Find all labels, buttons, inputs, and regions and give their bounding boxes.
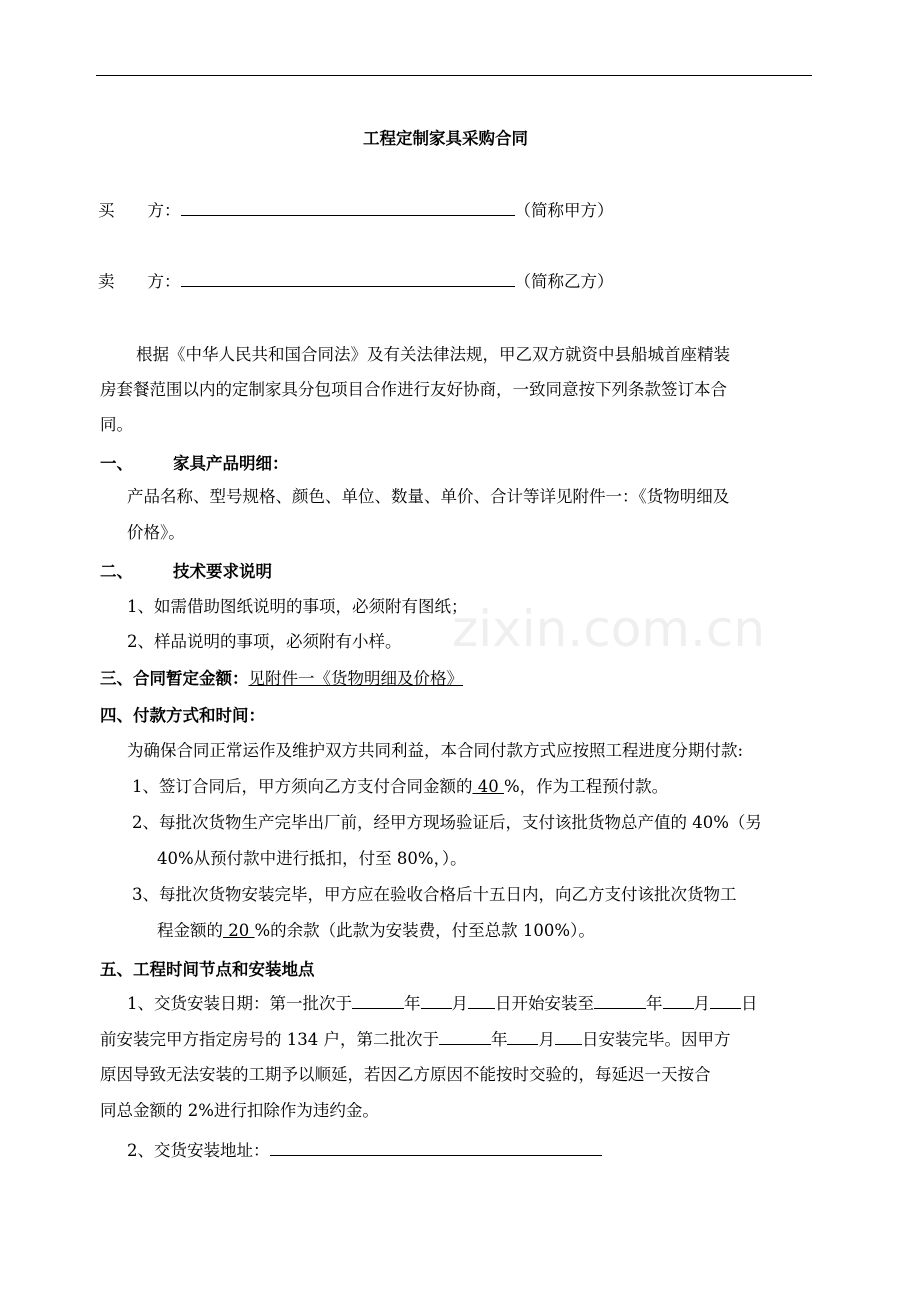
start-install-label: 日开始安装至 [495, 994, 594, 1013]
year-label: 年 [404, 994, 421, 1013]
buyer-line [98, 199, 614, 222]
batch1-start-month-field[interactable] [421, 992, 452, 1009]
batch1-start-day-field[interactable] [468, 992, 495, 1009]
section-4-item-1 [132, 776, 668, 798]
batch2-complete-label: 日安装完毕。因甲方 [581, 1030, 731, 1049]
seller-name-field[interactable] [181, 270, 515, 287]
watermark: zixin.com.cn [452, 600, 766, 658]
month-label: 月 [693, 994, 710, 1013]
address-label: 2、交货安装地址： [127, 1141, 270, 1160]
batch1-end-year-field[interactable] [594, 992, 646, 1009]
section-4-item-2-line-1: 2、每批次货物生产完毕出厂前，经甲方现场验证后，支付该批货物总产值的 40%（另 [132, 813, 762, 832]
section-1-number: 一、 [100, 454, 133, 473]
day-label: 日 [741, 994, 758, 1013]
section-5-line-3: 原因导致无法安装的工期予以顺延，若因乙方原因不能按时交验的，每延迟一天按合 [100, 1065, 711, 1084]
section-1-title: 家具产品明细： [173, 454, 289, 473]
section-3-line [100, 668, 471, 690]
prepayment-percent: 40 [472, 777, 504, 796]
section-2-number: 二、 [100, 562, 133, 581]
year-label: 年 [490, 1030, 508, 1049]
section-3-heading: 三、合同暂定金额： [100, 669, 249, 688]
batch2-year-field[interactable] [439, 1028, 491, 1045]
address-field[interactable] [270, 1139, 602, 1156]
intro-line-3: 同。 [100, 415, 133, 434]
batch1-start-year-field[interactable] [352, 992, 404, 1009]
seller-suffix: （简称乙方） [514, 272, 614, 291]
section-5-line-1 [127, 992, 758, 1015]
delivery-date-label: 1、交货安装日期：第一批次于 [127, 994, 352, 1013]
buyer-name-field[interactable] [181, 199, 515, 216]
section-1-line-1: 产品名称、型号规格、颜色、单位、数量、单价、合计等详见附件一：《货物明细及 [127, 487, 730, 506]
section-4-item-1-suffix: %，作为工程预付款。 [504, 777, 669, 796]
intro-line-1: 根据《中华人民共和国合同法》及有关法律法规，甲乙双方就资中县船城首座精装 [136, 345, 730, 364]
section-2-title: 技术要求说明 [173, 562, 272, 581]
header-rule [96, 75, 812, 76]
section-4-heading: 四、付款方式和时间： [100, 706, 265, 725]
section-4-item-3-text: 程金额的 [157, 921, 223, 940]
section-4-item-1-text: 1、签订合同后，甲方须向乙方支付合同金额的 [132, 777, 473, 796]
year-label: 年 [646, 994, 663, 1013]
section-2-item-1: 1、如需借助图纸说明的事项，必须附有图纸； [127, 597, 468, 616]
section-4-item-3-line-2 [157, 920, 595, 942]
balance-percent: 20 [223, 921, 255, 940]
batch2-label: 前安装完甲方指定房号的 134 户，第二批次于 [100, 1030, 439, 1049]
batch2-day-field[interactable] [555, 1028, 582, 1045]
buyer-label: 买 方： [98, 201, 181, 220]
section-5-line-2 [100, 1028, 730, 1051]
seller-line [98, 270, 614, 293]
section-4-intro: 为确保合同正常运作及维护双方共同利益，本合同付款方式应按照工程进度分期付款: [127, 741, 744, 760]
section-3-value: 见附件一《货物明细及价格》 [248, 669, 463, 688]
section-1-line-2: 价格》。 [127, 523, 185, 542]
month-label: 月 [451, 994, 468, 1013]
buyer-suffix: （简称甲方） [514, 201, 614, 220]
section-5-line-4: 同总金额的 2%进行扣除作为违约金。 [100, 1101, 379, 1120]
section-4-item-3-line-1: 3、每批次货物安装完毕，甲方应在验收合格后十五日内，向乙方支付该批次货物工 [132, 885, 737, 904]
seller-label: 卖 方： [98, 272, 181, 291]
section-1-heading [100, 453, 289, 475]
batch1-end-month-field[interactable] [663, 992, 694, 1009]
section-4-item-2-line-2: 40%从预付款中进行抵扣，付至 80%，）。 [157, 849, 467, 868]
intro-line-2: 房套餐范围以内的定制家具分包项目合作进行友好协商，一致同意按下列条款签订本合 [100, 380, 727, 399]
section-4-item-3-suffix: %的余款（此款为安装费，付至总款 100%）。 [254, 921, 595, 940]
month-label: 月 [538, 1030, 555, 1049]
section-2-heading [100, 561, 272, 583]
section-5-heading: 五、工程时间节点和安装地点 [100, 960, 315, 979]
section-2-item-2: 2、样品说明的事项，必须附有小样。 [127, 632, 402, 651]
contract-title: 工程定制家具采购合同 [363, 129, 528, 148]
batch2-month-field[interactable] [507, 1028, 538, 1045]
batch1-end-day-field[interactable] [710, 992, 741, 1009]
section-5-address-line [127, 1139, 602, 1162]
